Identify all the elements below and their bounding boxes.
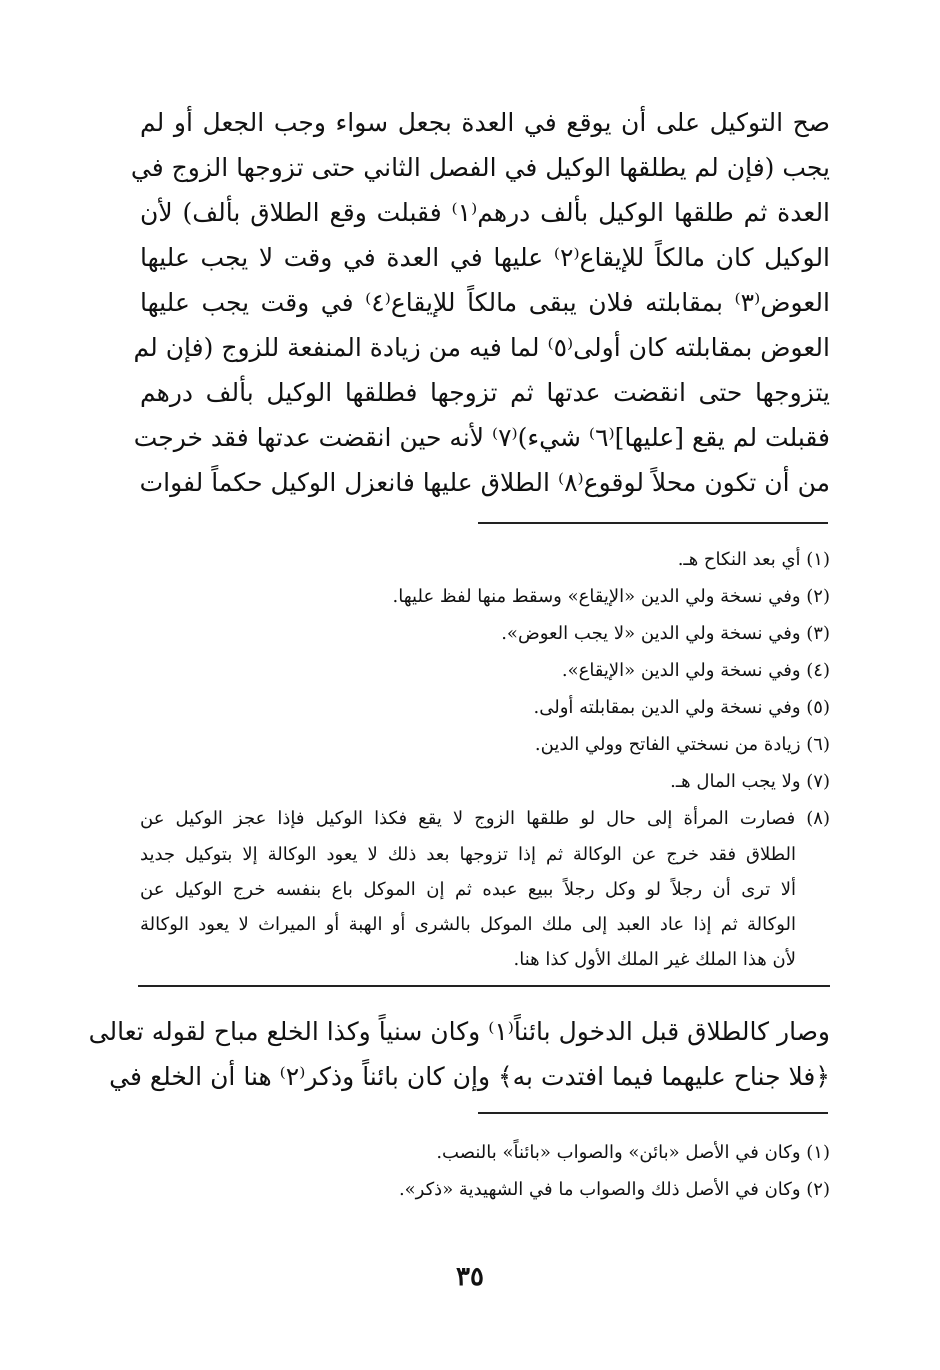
footnote: (٧) ولا يجب المال هـ.: [670, 771, 830, 792]
main-line: فقبلت لم يقع [عليها]⁽٦⁾ شيء)⁽٧⁾ لأنه حين انقضت عدتها فقد خرجت: [133, 423, 830, 452]
section-separator: [138, 985, 830, 987]
footnote-continuation: لأن هذا الملك غير الملك الأول كذا هنا.: [513, 949, 796, 970]
footnote: (٣) وفي نسخة ولي الدين «لا يجب العوض».: [501, 623, 830, 644]
footnote: (١) أي بعد النكاح هـ.: [677, 549, 830, 570]
main-text-bottom: [88, 1009, 830, 1099]
main-line: يتزوجها حتى انقضت عدتها ثم تزوجها فطلقها الوكيل بألف درهم: [140, 378, 830, 407]
footnotes-top: [140, 541, 830, 977]
main-text-top: [130, 100, 831, 505]
footnote: (٦) زيادة من نسختي الفاتح وولي الدين.: [534, 734, 830, 755]
main-line: العوض بمقابلته كان أولى⁽٥⁾ لما فيه من زيادة المنفعة للزوج (فإن لم: [133, 333, 830, 362]
main-line: العوض⁽٣⁾ بمقابلته فلان يبقى مالكاً للإيقاع⁽٤⁾ في وقت يجب عليها: [140, 288, 830, 317]
page-number: ٣٥: [456, 1262, 484, 1292]
main-line: الوكيل كان مالكاً للإيقاع⁽٢⁾ عليها في العدة في وقت لا يجب عليها: [140, 243, 831, 272]
footnote: (٤) وفي نسخة ولي الدين «الإيقاع».: [561, 660, 830, 681]
footnote: (٢) وكان في الأصل ذلك والصواب ما في الشهيدية «ذكر».: [398, 1179, 830, 1200]
footnote: (١) وكان في الأصل «بائن» والصواب «بائناً» بالنصب.: [436, 1142, 830, 1163]
main-line: يجب (فإن لم يطلقها الوكيل في الفصل الثاني حتى تزوجها الزوج في: [130, 153, 830, 182]
footnote-separator: [478, 1112, 828, 1114]
footnote-continuation: الوكالة ثم إذا عاد العبد إلى ملك الموكل بالشرى أو الهبة أو الميراث لا يعود الوكالة: [140, 914, 796, 935]
footnote-continuation: ألا ترى أن رجلاً لو وكل رجلاً ببيع عبده ثم إن الموكل باع بنفسه خرج الوكيل عن: [140, 879, 796, 900]
main-line: صح التوكيل على أن يوقع في العدة بجعل سواء وجب الجعل أو لم: [140, 108, 830, 137]
footnote-separator: [478, 522, 828, 524]
main-line: من أن تكون محلاً لوقوع⁽٨⁾ الطلاق عليها فانعزل الوكيل حكماً لفوات: [139, 468, 830, 497]
footnote: (٨) فصارت المرأة إلى حال لو طلقها الزوج لا يقع فكذا الوكيل فإذا عجز الوكيل عن: [140, 808, 830, 829]
main-line: ﴿فلا جناح عليهما فيما افتدت به﴾ وإن كان بائناً وذكر⁽٢⁾ هنا أن الخلع في: [109, 1062, 830, 1091]
footnote: (٢) وفي نسخة ولي الدين «الإيقاع» وسقط منها لفظ عليها.: [392, 586, 830, 607]
footnote: (٥) وفي نسخة ولي الدين بمقابلته أولى.: [533, 697, 830, 718]
main-line: العدة ثم طلقها الوكيل بألف درهم⁽١⁾ فقبلت وقع الطلاق بألف) لأن: [140, 198, 831, 227]
footnotes-bottom: [140, 1134, 830, 1208]
footnote-continuation: الطلاق فقد خرج عن الوكالة ثم إذا تزوجها بعد ذلك لا يعود الوكالة إلا بتوكيل جديد: [140, 844, 797, 865]
main-line: وصار كالطلاق قبل الدخول بائناً⁽١⁾ وكان سنياً وكذا الخلع مباح لقوله تعالى: [88, 1017, 830, 1046]
